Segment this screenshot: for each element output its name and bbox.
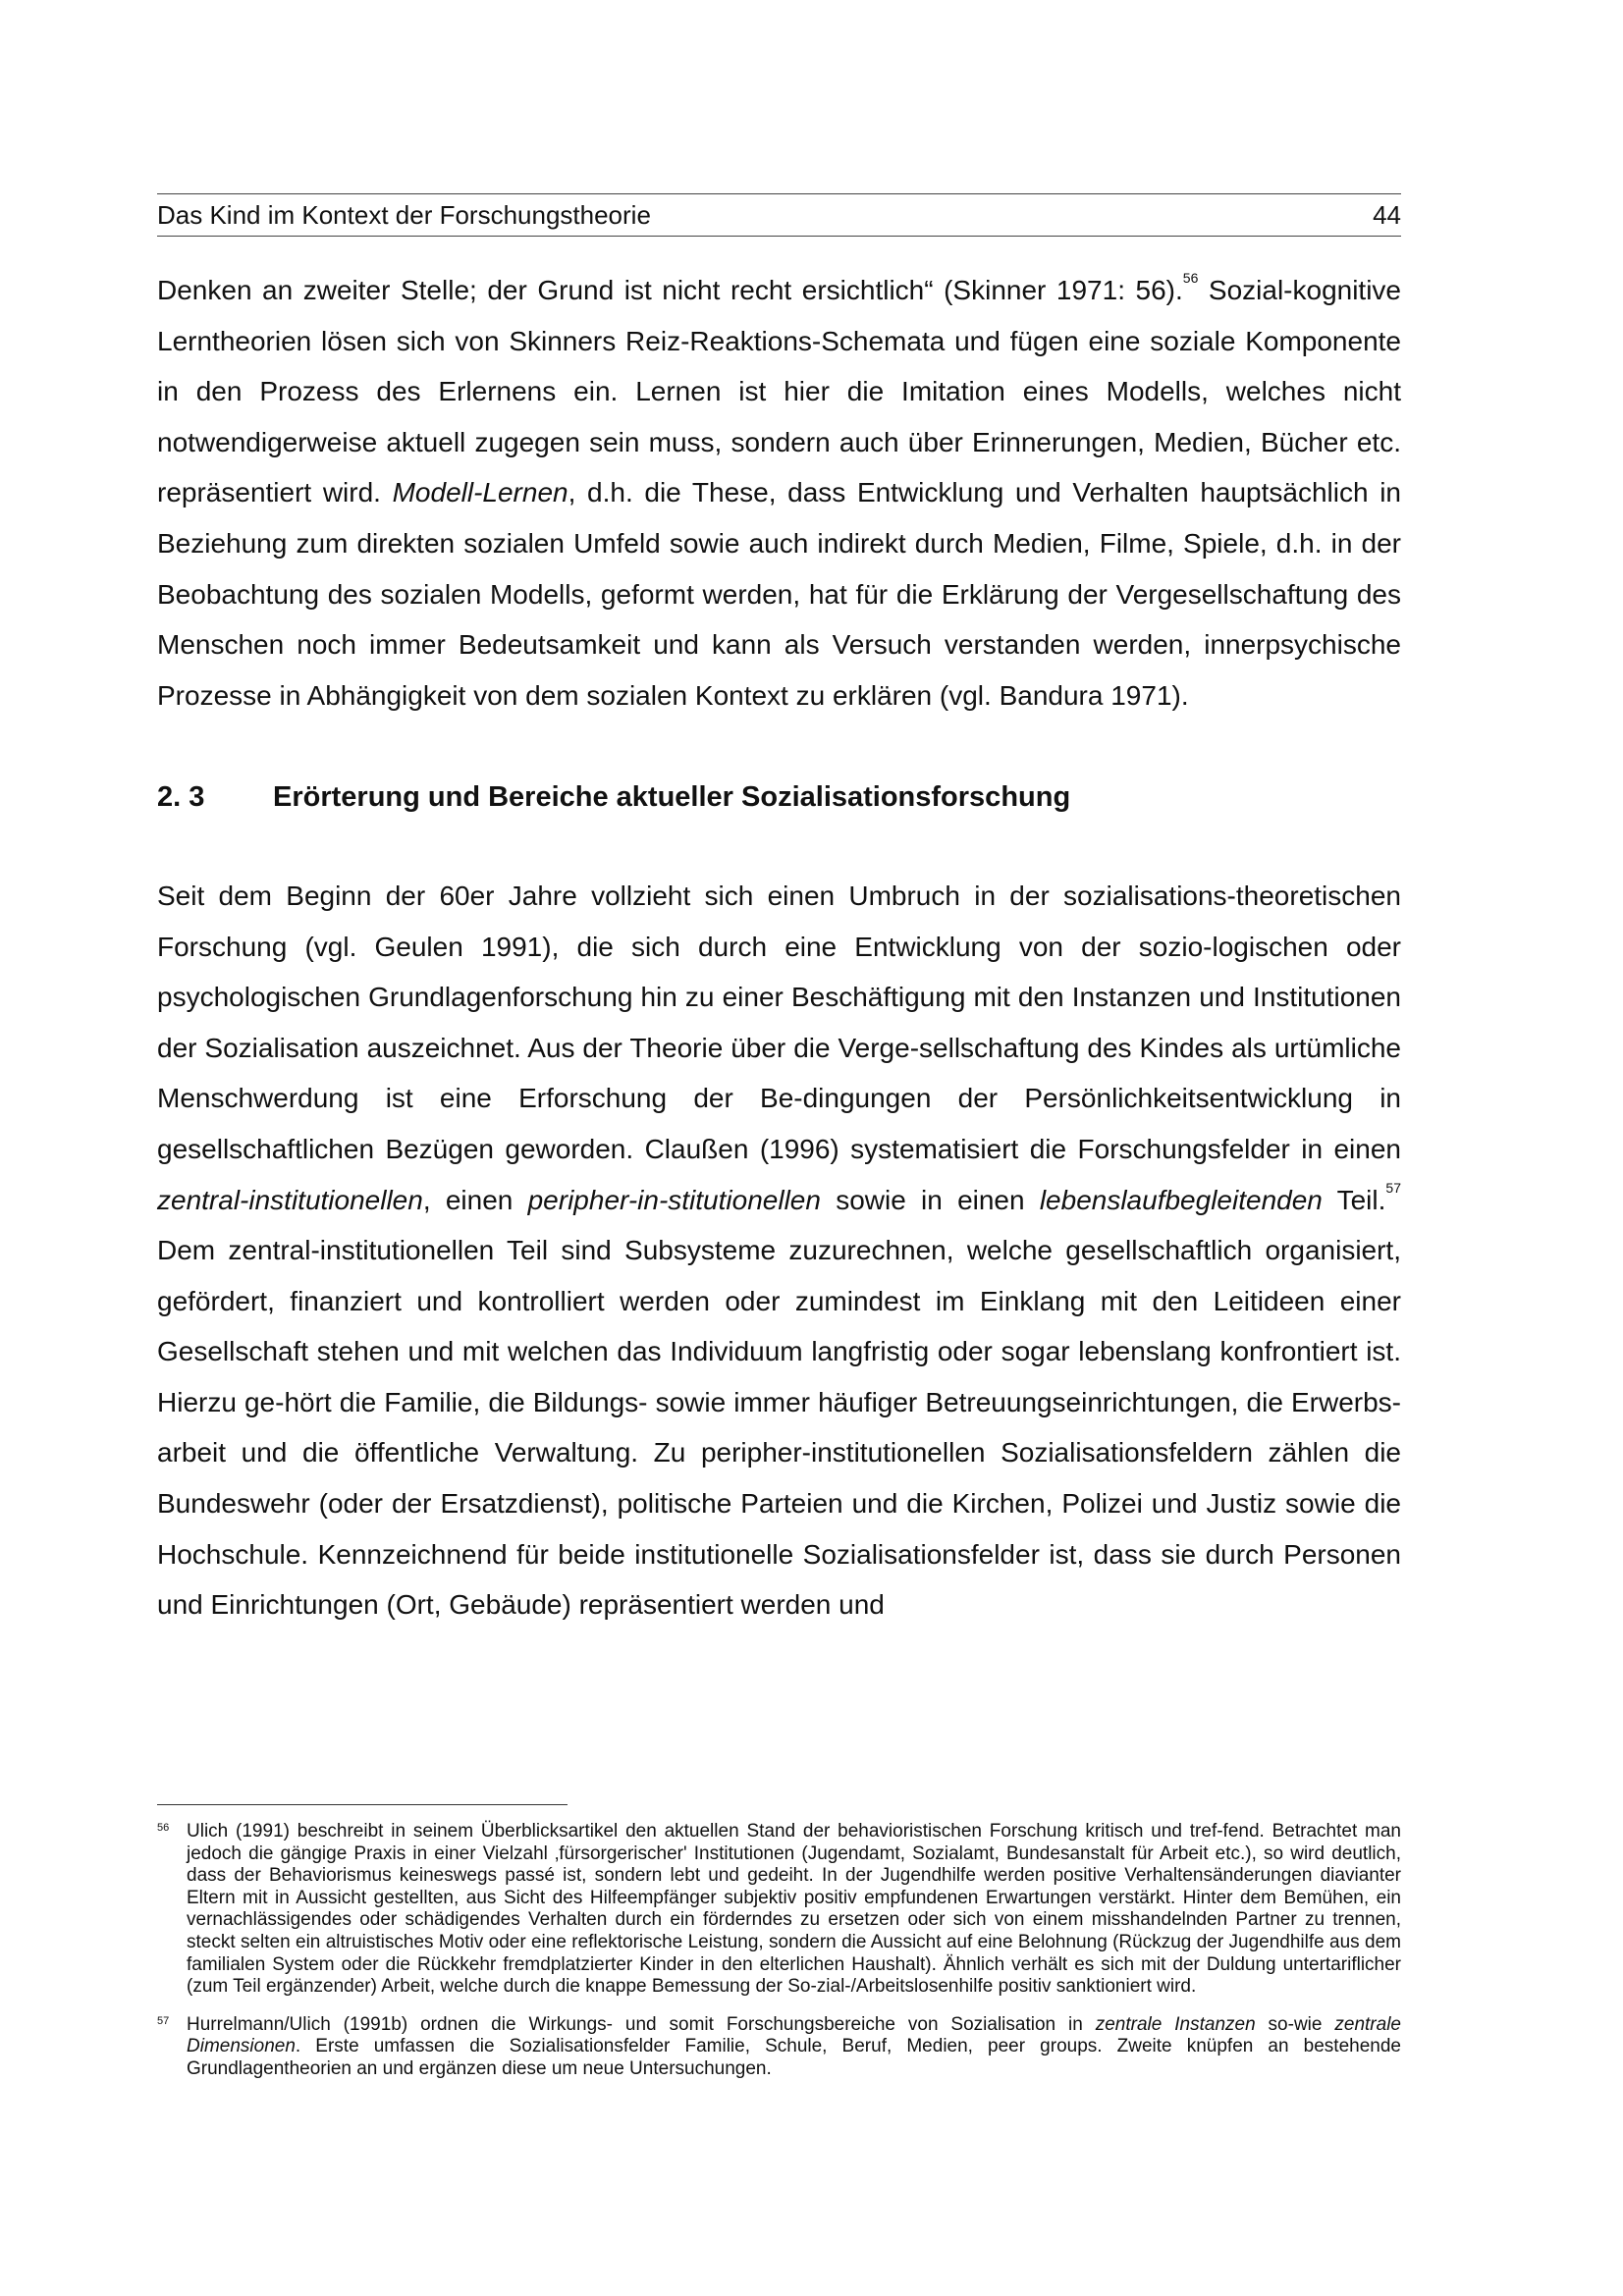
footnote-ref-56[interactable]: 56 [1182, 270, 1199, 286]
footnote-56 [157, 1821, 1401, 1999]
footnote-57 [157, 2014, 1401, 2081]
text-run: so-wie [1255, 2013, 1335, 2035]
footnotes [157, 1821, 1401, 2097]
footnote-mark: 57 [157, 2014, 170, 2027]
text-run: , einen [422, 1184, 528, 1215]
text-run: Teil. [1322, 1184, 1386, 1215]
paragraph-1 [157, 265, 1401, 721]
section-number: 2. 3 [157, 781, 205, 814]
text-run: , d.h. die These, dass Entwicklung und Verhalten hauptsächlich in Beziehung zum direkten sozialen Umfeld sowie auch indirekt durch Medien, Filme, Spiele, d.h. in der Beobachtung des sozialen Modells, geformt werden, hat für die Erklärung der Vergesellschaftung des Menschen noch immer Bedeutsamkeit und kann als Versuch verstanden werden, innerpsychische Prozesse in Abhängigkeit von dem sozialen Kontext zu erklären (vgl. Bandura 1971). [157, 477, 1401, 711]
running-header [157, 193, 1401, 237]
section-heading [157, 773, 1401, 824]
paragraph-2 [157, 871, 1401, 1630]
text-run: . Erste umfassen die Sozialisationsfelder Familie, Schule, Beruf, Medien, peer groups. Zweite knüpfen an bestehende Grundlagentheorien an und ergänzen diese um neue Untersuchungen. [187, 2036, 1401, 2079]
header-title: Das Kind im Kontext der Forschungstheorie [157, 199, 651, 230]
footnote-separator [157, 1804, 568, 1805]
emphasis: peripher-in-stitutionellen [527, 1184, 821, 1215]
footnote-ref-57[interactable]: 57 [1385, 1179, 1401, 1196]
emphasis: zentrale Instanzen [1095, 2013, 1256, 2035]
emphasis: zentral-institutionellen [157, 1184, 423, 1215]
section-title: Erörterung und Bereiche aktueller Sozialisationsforschung [273, 781, 1071, 814]
text-run: Seit dem Beginn der 60er Jahre vollzieht sich einen Umbruch in der sozialisations-theoretischen Forschung (vgl. Geulen 1991), die sich durch eine Entwicklung von der sozio-logischen oder psychologischen Grundlagenforschung hin zu einer Beschäftigung mit den Instanzen und Institutionen der Sozialisation auszeichnet. Aus der Theorie über die Verge-sellschaftung des Kindes als urtümliche Menschwerdung ist eine Erforschung der Be-dingungen der Persönlichkeitsentwicklung in gesellschaftlichen Bezügen geworden. Claußen (1996) systematisiert die Forschungsfelder in einen [157, 880, 1401, 1164]
body-text [157, 265, 1401, 1630]
text-run: Dem zentral-institutionellen Teil sind Subsysteme zuzurechnen, welche gesellschaftlich organisiert, gefördert, finanziert und kontrolliert werden oder zumindest im Einklang mit den Leitideen einer Gesellschaft stehen und mit welchen das Individuum langfristig oder sogar lebenslang konfrontiert ist. Hierzu ge-hört die Familie, die Bildungs- sowie immer häufiger Betreuungseinrichtungen, die Erwerbs-arbeit und die öffentliche Verwaltung. Zu peripher-institutionellen Sozialisationsfeldern zählen die Bundeswehr (oder der Ersatzdienst), politische Parteien und die Kirchen, Polizei und Justiz sowie die Hochschule. Kennzeichnend für beide institutionelle Sozialisationsfelder ist, dass sie durch Personen und Einrichtungen (Ort, Gebäude) repräsentiert werden und [157, 1235, 1401, 1621]
document-page [157, 0, 1401, 2296]
text-run: sowie in einen [820, 1184, 1040, 1215]
emphasis: zentrale Dimensionen [187, 2013, 1401, 2057]
emphasis: Modell-Lernen [392, 477, 568, 508]
emphasis: lebenslaufbegleitenden [1039, 1184, 1323, 1215]
footnote-text: Ulich (1991) beschreibt in seinem Überblicksartikel den aktuellen Stand der behavioristischen Forschung kritisch und tref-fend. Betrachtet man jedoch die gängige Praxis in einer Vielzahl ‚fürsorgerischer' Institutionen (Jugendamt, Sozialamt, Bundesanstalt für Arbeit etc.), so wird deutlich, dass der Behaviorismus keineswegs passé ist, sondern lebt und gedeiht. In der Jugendhilfe werden positive Verhaltensänderungen diavianter Eltern mit in Aussicht gestellten, aus Sicht des Hilfeempfänger subjektiv positiv empfundenen Erwartungen verstärkt. Hinter dem Bemühen, ein vernachlässigendes oder schädigendes Verhalten durch ein förderndes zu ersetzen oder sich von einem misshandelnden Partner zu trennen, steckt selten ein altruistisches Motiv oder eine reflektorische Leistung, sondern die Aussicht auf eine Belohnung (Rückzug der Jugendhilfe aus dem familialen System oder die Rückkehr fremdplatzierter Kinder in den elterlichen Haushalt). Ähnlich verhält es sich mit der Duldung untertariflicher (zum Teil ergänzender) Arbeit, welche durch die knappe Bemessung der So-zial-/Arbeitslosenhilfe positiv sanktioniert wird. [187, 1821, 1401, 1998]
text-run: Sozial-kognitive Lerntheorien lösen sich von Skinners Reiz-Reaktions-Schemata und fügen eine soziale Komponente in den Prozess des Erlernens ein. Lernen ist hier die Imitation eines Modells, welches nicht notwendigerweise aktuell zugegen sein muss, sondern auch über Erinnerungen, Medien, Bücher etc. repräsentiert wird. [157, 275, 1401, 508]
footnote-mark: 56 [157, 1822, 170, 1834]
text-run: Denken an zweiter Stelle; der Grund ist nicht recht ersichtlich“ (Skinner 1971: 56). [157, 275, 1183, 305]
page-number: 44 [1373, 199, 1401, 230]
footnote-text [187, 2014, 1401, 2081]
text-run: Hurrelmann/Ulich (1991b) ordnen die Wirkungs- und somit Forschungsbereiche von Sozialisation in [187, 2013, 1096, 2035]
